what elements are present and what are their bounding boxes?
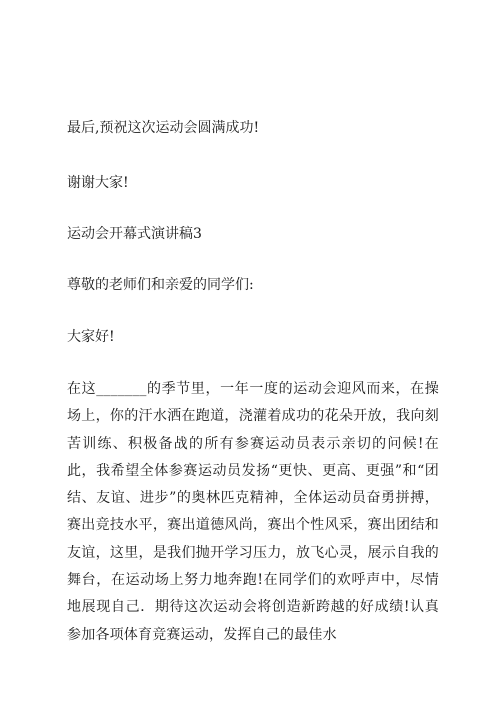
greeting-line: 大家好! <box>67 329 115 345</box>
salutation-line: 尊敬的老师们和亲爱的同学们: <box>67 277 254 293</box>
body-paragraph: 在这_______的季节里，一年一度的运动会迎风而来，在操场上，你的汗水洒在跑道，浇灌着成功的花朵开放，我向刻苦训练、积极备战的所有参赛运动员表示亲切的问候!在此，我希望全体参赛运动员发扬“更快、更高、更强”和“团结、友谊、进步”的奥林匹克精神，全体运动员奋勇拼搏，赛出竞技水平，赛出道德风尚，赛出个性风采，赛出团结和友谊，这里，是我们抛开学习压力，放飞心灵，展示自我的舞台，在运动场上努力地奔跑!在同学们的欢呼声中，尽情地展现自己．期待这次运动会将创造新跨越的好成绩!认真参加各项体育竞赛运动，发挥自己的最佳水 <box>67 381 439 643</box>
section-title: 运动会开幕式演讲稿3 <box>67 226 202 242</box>
thanks-line: 谢谢大家! <box>67 175 129 191</box>
closing-wish-line: 最后,预祝这次运动会圆满成功! <box>67 120 260 136</box>
